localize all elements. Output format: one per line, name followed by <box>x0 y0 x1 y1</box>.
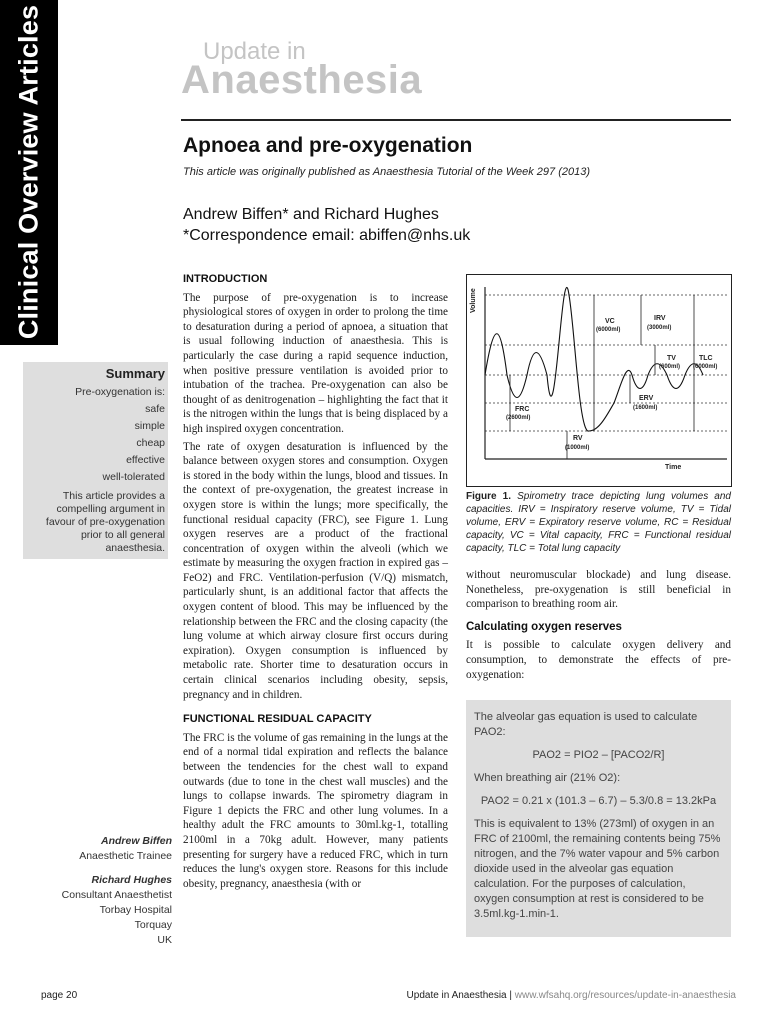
summary-item: effective <box>126 454 165 466</box>
body-paragraph: The purpose of pre-oxygenation is to increase physiological stores of oxygen in order to prolong the time to desaturation during a period of apnoea, a situation that is usual following induction of anaesthesia. This is particularly the case during a rapid sequence induction, when positive pressure ventilation is avoided prior to intubation of the trachea. Pre-oxygenation can also be thought of as denitrogenation – highlighting the fact that it is the nitrogen within the lungs that is being displaced by a high inspired oxygen concentration. <box>183 291 448 435</box>
summary-item: well-tolerated <box>102 471 165 483</box>
label-tv-value: (600ml) <box>659 364 681 370</box>
label-rv-value: (1000ml) <box>565 445 590 451</box>
label-tv: TV <box>667 355 676 362</box>
body-column-left <box>183 272 448 891</box>
spirometry-diagram <box>467 275 731 486</box>
body-paragraph: It is possible to calculate oxygen delivery and consumption, to demonstrate the effects of pre-oxygenation: <box>466 639 731 681</box>
label-vc: VC <box>605 318 615 325</box>
article-title: Apnoea and pre-oxygenation <box>183 134 473 157</box>
correspondence-email[interactable]: *Correspondence email: abiffen@nhs.uk <box>183 227 471 244</box>
label-irv-value: (3000ml) <box>647 325 672 331</box>
body-paragraph: The FRC is the volume of gas remaining in the lungs at the end of a normal tidal expiration and reflects the balance between the tendencies for the chest wall to expand outwards (due to tone in the chest wall muscles) and the lungs to collapse inwards. The spirometry diagram in Figure 1 depicts the FRC and other lung volumes. In a healthy adult the FRC amounts to 30ml.kg-1, totalling 2100ml in a 70kg adult. However, many patients presenting for surgery have a reduced FRC, which in turn reduces the lung's oxygen store. Reasons for this include obesity, pregnancy, anaesthesia (with or <box>183 731 448 890</box>
article-subtitle: This article was originally published as Anaesthesia Tutorial of the Week 297 (2013) <box>183 166 591 178</box>
figure-caption-text: Spirometry trace depicting lung volumes and capacities. IRV = Inspiratory reserve volume, TV = Tidal volume, ERV = Expiratory reserve volume, RC = Residual capacity, VC = Vital capacity, FRC = Functional residual capacity, TLC = Total lung capacity <box>466 491 731 554</box>
label-vc-value: (6000ml) <box>596 327 621 333</box>
label-erv-value: (1600ml) <box>633 405 658 411</box>
body-column-right <box>466 568 731 682</box>
label-tlc: TLC <box>699 355 713 362</box>
author-city: Torquay <box>134 919 172 931</box>
summary-conclusion: This article provides a compelling argument in favour of pre-oxygenation prior to all general anaesthesia. <box>45 490 165 554</box>
section-label: Clinical Overview Articles <box>13 4 44 340</box>
section-heading-frc: FUNCTIONAL RESIDUAL CAPACITY <box>183 713 372 726</box>
label-tlc-value: (6000ml) <box>693 364 718 370</box>
author-cards <box>20 834 172 948</box>
summary-item: cheap <box>136 437 165 449</box>
author-role: Anaesthetic Trainee <box>79 850 172 862</box>
author-country: UK <box>157 934 172 946</box>
label-irv: IRV <box>654 315 666 322</box>
journal-brand-small: Update in <box>203 38 306 65</box>
calc-equation-air: PAO2 = 0.21 x (101.3 – 6.7) – 5.3/0.8 = 13.2kPa <box>480 795 717 807</box>
summary-box <box>23 362 168 559</box>
section-band <box>0 0 58 345</box>
article-authors: Andrew Biffen* and Richard Hughes <box>183 206 439 223</box>
calculation-box <box>466 700 731 937</box>
summary-item: simple <box>134 420 165 432</box>
author-name: Richard Hughes <box>91 874 172 886</box>
summary-title: Summary <box>105 366 165 381</box>
footer-credit <box>407 990 736 1001</box>
header-rule <box>181 119 731 121</box>
section-heading-calculating: Calculating oxygen reserves <box>466 620 622 633</box>
footer-link[interactable]: www.wfsahq.org/resources/update-in-anaesthesia <box>514 990 736 1001</box>
article-authors-block <box>183 204 603 246</box>
author-name: Andrew Biffen <box>101 835 172 847</box>
journal-brand-title: Anaesthesia <box>181 58 423 102</box>
axis-label-volume: Volume <box>470 288 477 313</box>
figure-caption-label: Figure 1. <box>466 491 511 502</box>
body-paragraph: The rate of oxygen desaturation is influenced by the balance between oxygen stores and consumption. Oxygen is stored in the body within the lungs, blood and tissues. In the context of pre-oxygenation, the greatest increase in oxygen store is within the lungs; more specifically, the functional residual capacity (FRC), see Figure 1. Lung oxygen reserves are a product of the fractional concentration of oxygen within the alveoli (which we estimate by measuring the oxygen fraction in expired gas – FeO2) and FRC. Ventilation-perfusion (V/Q) mismatch, particularly shunt, is an additional factor that affects the oxygen content of blood. This may be influenced by the relationship between the FRC and the closing capacity (the lung volume at which airway closure first occurs during expiration). Oxygen consumption is influenced by metabolic rate. Shorter time to desaturation occurs in certain clinical scenarios including obesity, sepsis, pregnancy and in children. <box>183 440 448 701</box>
calc-text: The alveolar gas equation is used to calculate PAO2: <box>474 711 698 738</box>
summary-intro: Pre-oxygenation is: <box>75 386 165 398</box>
spirometry-figure <box>466 274 732 487</box>
author-role: Consultant Anaesthetist <box>61 889 172 901</box>
page-number: page 20 <box>41 990 78 1001</box>
calc-text: When breathing air (21% O2): <box>474 772 621 784</box>
label-frc: FRC <box>515 406 530 413</box>
label-rv: RV <box>573 435 583 442</box>
footer-journal: Update in Anaesthesia | <box>406 990 515 1001</box>
author-affiliation: Torbay Hospital <box>99 904 172 916</box>
section-heading-introduction: INTRODUCTION <box>183 273 268 285</box>
label-erv: ERV <box>639 395 654 402</box>
calc-text: This is equivalent to 13% (273ml) of oxygen in an FRC of 2100ml, the remaining contents being 75% nitrogen, and the 7% water vapour and 5% carbon dioxide used in the alveolar gas equation calculation. For the purposes of calculation, oxygen consumption at rest is considered to be 3.5ml.kg-1.min-1. <box>474 818 721 920</box>
summary-item: safe <box>145 403 165 415</box>
label-frc-value: (2600ml) <box>506 415 531 421</box>
axis-label-time: Time <box>665 464 682 471</box>
alveolar-gas-equation: PAO2 = PIO2 – [PACO2/R] <box>532 749 665 761</box>
figure-caption <box>466 490 731 555</box>
body-paragraph: without neuromuscular blockade) and lung disease. Nonetheless, pre-oxygenation is still beneficial in comparison to breathing room air. <box>466 569 731 611</box>
